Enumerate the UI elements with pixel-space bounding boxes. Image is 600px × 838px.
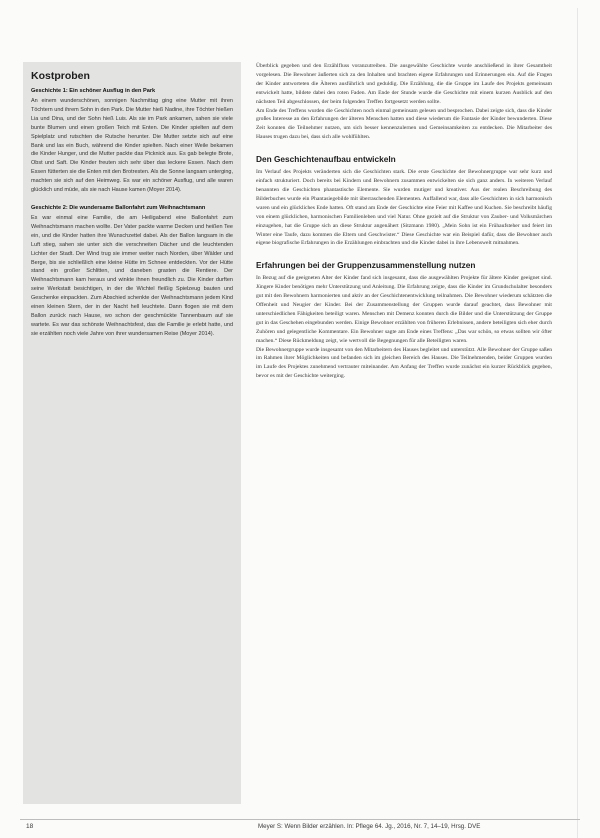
story-2-heading: Geschichte 2: Die wundersame Ballonfahrt zum Weihnachtsmann — [31, 204, 206, 211]
paragraph-4: In Bezug auf die geeigneten Alter der Kinder fand sich insgesamt, dass die ausgewählten Projekte für ältere Kinder geeignet sind. Jüngere Kinder benötigen mehr Unterstützung und Anleitung. Die Erfahrung zeigte, dass die Kinder im Grundschulalter besonders gut mit den Bewohnern harmonierten und aktiv an der Geschichtenentwicklung teilnahmen. Die Bewohner wiederum schätzten die Offenheit und Neugier der Kinder. Bei der Zusammenstellung der Gruppen wurde darauf geachtet, dass Bewohner mit unterschiedlichen Fähigkeiten beteiligt waren. Menschen mit Demenz konnten durch die Bilder und die Unterstützung der Gruppe gut in das Geschehen eingebunden werden. Einige Bewohner erzählten von früheren Erlebnissen, andere beteiligten sich eher durch Zuhören und gelegentliche Kommentare. Ein Bewohner sagte am Ende eines Treffens: „Das war schön, so etwas sollten wir öfter machen.“ Diese Rückmeldung zeigt, wie wertvoll die Begegnungen für alle Beteiligten waren. — [256, 275, 552, 344]
box-title: Kostproben — [31, 70, 90, 82]
section-heading-geschichtenaufbau: Den Geschichtenaufbau entwickeln — [256, 154, 396, 165]
sidebar-box-kostproben — [23, 62, 241, 804]
paragraph-1: Überblick gegeben und den Erzählfluss voranzutreiben. Die ausgewählte Geschichte wurde anschließend in ihrer Gesamtheit vorgelesen. Die Bewohner äußerten sich zu den Inhalten und brachten eigene Erfahrungen und Erinnerungen ein. Auf die Fragen der Kinder antworteten die Älteren ausführlich und geduldig. Die Erzählung, die die Gruppe im Laufe des Projekts gemeinsam entwickelt hatte, bildete dabei den roten Faden. Am Ende der Stunde wurde die Geschichte mit einem kurzen Ausblick auf den nächsten Teil abgeschlossen, der beim folgenden Treffen fortgesetzt werden sollte. — [256, 63, 552, 105]
section-heading-gruppenzusammenstellung: Erfahrungen bei der Gruppenzusammenstellung nutzen — [256, 260, 476, 271]
main-column — [256, 62, 552, 381]
story-2-text: Es war einmal eine Familie, die am Heiligabend eine Ballonfahrt zum Weihnachtsmann machen wollte. Der Vater packte warme Decken und heißen Tee ein, und die Kinder hatten ihre Wunschzettel dabei. Als der Ballon langsam in die Luft stieg, sahen sie unter sich die verschneiten Dächer und die leuchtenden Lichter der Stadt. Der Wind trug sie immer weiter nach Norden, über Wälder und Berge, bis sie schließlich eine kleine Hütte im Schnee entdeckten. Vor der Hütte stand ein großer Schlitten, und daneben grasten die Rentiere. Der Weihnachtsmann kam heraus und winkte ihnen freundlich zu. Die Kinder durften seine Werkstatt besichtigen, in der die Wichtel fleißig Spielzeug bauten und Geschenke einpackten. Zum Abschied schenkte der Weihnachtsmann jedem Kind einen kleinen Stern, der in der Nacht hell leuchtete. Dann flogen sie mit dem Ballon zurück nach Hause, wo schon der geschmückte Tannenbaum auf sie wartete. Es war das schönste Weihnachtsfest, das die Familie je erlebt hatte, und sie erzählten noch viele Jahre von ihrer wundersamen Reise (Moyer 2014). — [31, 214, 233, 337]
margin-line — [577, 8, 578, 838]
paragraph-5: Die Bewohnergruppe wurde insgesamt von den Mitarbeitern des Hauses begleitet und unterstützt. Alle Bewohner der Gruppe saßen im Rahmen ihrer Möglichkeiten und befanden sich im gleichen Bereich des Hauses. Die Teilnehmenden, beider Gruppen wurden im Laufe des Projektes zunehmend vertrauter miteinander. Am Anfang der Treffen wurde zunächst ein kurzer Rückblick gegeben, bevor es mit der Geschichte weiterging. — [256, 346, 552, 380]
footer-citation: Meyer S: Wenn Bilder erzählen. In: Pflege 64. Jg., 2016, Nr. 7, 14–19, Hrsg. DVE — [258, 823, 481, 830]
story-1-heading: Geschichte 1: Ein schöner Ausflug in den Park — [31, 88, 156, 94]
paragraph-3: Im Verlauf des Projekts veränderten sich die Geschichten stark. Die erste Geschichte der Bewohnergruppe war sehr kurz und einfach strukturiert. Doch bereits bei Kindern und Bewohnern zusammen entwickelten sie sich ganz anders. In weiteren Verlauf benannten die Geschichten phantastische Elemente. Sie wurden mutiger und kreativer. Aus der realen Beschreibung des Bilderbuches wurde ein Phantasiegebilde mit überraschenden Elementen. Auffallend war, dass alle Geschichten in sich harmonisch waren und ein glückliches Ende hatten. Oft stand am Ende der Geschichte eine Feier mit Kaffee und Kuchen. Sie beschreibt häufig von einem glücklichen, harmonischen Familienleben und viel Natur. Ohne gezielt auf die Struktur von Zauber- und Volksmärchen einzugehen, hat die Gruppe sich an diese Struktur angenähert (Sitzmann 1980). „Mein Sohn ist ein Frühaufsteher und feiert im Winter eine Taufe, dazu kommen die Eltern und Geschwister.“ Diese Geschichte war ein Beispiel dafür, dass die Bewohner auch eigene biografische Erfahrungen in die Erzählungen einbrachten und die Kinder dabei in ihre Lebenswelt mitnahmen. — [256, 169, 552, 247]
paragraph-2: Am Ende des Treffens wurden die Geschichten noch einmal gemeinsam gelesen und besprochen. Dabei zeigte sich, dass die Kinder großes Interesse an den Erfahrungen der älteren Menschen hatten und diese wiederum die Fantasie der Kinder bewunderten. Diese Zeit konnten die Teilnehmer nutzen, um sich besser kennenzulernen und Gemeinsamkeiten zu entdecken. Die Mitarbeiter des Hauses trugen dazu bei, dass sich alle wohlfühlten. — [256, 107, 552, 141]
page-number: 18 — [26, 823, 34, 830]
footer-rule — [20, 819, 580, 820]
story-1-text: An einem wunderschönen, sonnigen Nachmittag ging eine Mutter mit ihren Töchtern und ihrem Sohn in den Park. Die Mutter hieß Nadine, ihre Töchter hießen Lia und Dina, und der Sohn hieß Luis. Als sie im Park ankamen, sahen sie viele bunte Blumen und einen großen Teich mit Enten. Die Kinder spielten auf dem Spielplatz und rutschten die Rutsche herunter. Die Mutter setzte sich auf eine Bank und las ein Buch, während die Kinder spielten. Nach einer Weile bekamen die Kinder Hunger, und die Mutter packte das Picknick aus. Es gab belegte Brote, Obst und Saft. Die Kinder freuten sich sehr über das leckere Essen. Nach dem Essen fütterten sie die Enten mit den Brotresten. Als die Sonne langsam unterging, machten sie sich auf den Heimweg. Es war ein schöner Ausflug, und alle waren glücklich und müde, als sie nach Hause kamen (Moyer 2014). — [31, 98, 233, 194]
